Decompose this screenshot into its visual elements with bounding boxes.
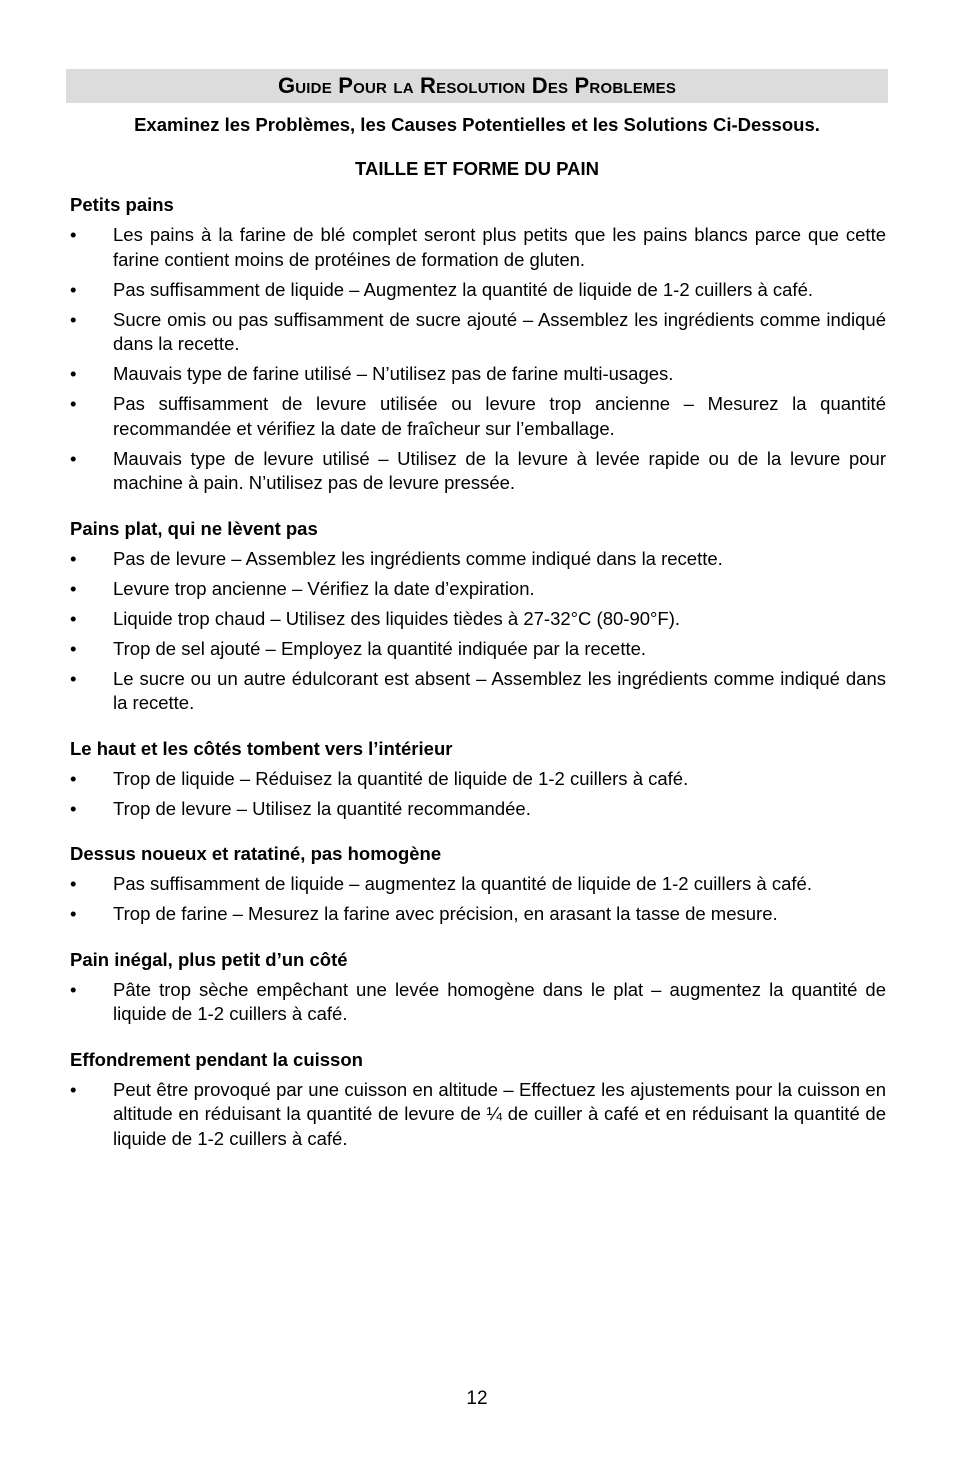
page-title: Guide Pour la Resolution Des Problemes (66, 69, 888, 103)
solution-list (70, 223, 886, 496)
problem-heading: Pains plat, qui ne lèvent pas (70, 517, 318, 539)
bullet-icon: • (70, 577, 77, 599)
bullet-icon: • (70, 607, 77, 629)
bullet-icon: • (70, 903, 77, 924)
problem-group (70, 737, 886, 822)
list-item (70, 1078, 886, 1152)
item-text: Sucre omis ou pas suffisamment de sucre ajouté – Assemblez les ingrédients comme indiqué dans la recette. (113, 308, 886, 354)
list-item (70, 308, 886, 357)
item-text: Pas suffisamment de liquide – Augmentez la quantité de liquide de 1-2 cuillers à café. (113, 278, 814, 300)
bullet-icon: • (70, 278, 77, 300)
solution-list (70, 978, 886, 1027)
list-item (70, 872, 886, 897)
problem-group (70, 1048, 886, 1152)
problem-group (70, 517, 886, 716)
item-text: Mauvais type de levure utilisé – Utilisez de la levure à levée rapide ou de la levure pour machine à pain. N’utilisez pas de levure pressée. (113, 447, 886, 493)
bullet-icon: • (70, 797, 77, 819)
item-text: Trop de liquide – Réduisez la quantité de liquide de 1-2 cuillers à café. (113, 767, 689, 789)
item-text: Trop de levure – Utilisez la quantité recommandée. (113, 797, 531, 819)
list-item (70, 278, 886, 303)
problem-group (70, 193, 886, 496)
list-item (70, 362, 886, 387)
list-item (70, 447, 886, 496)
item-text: Trop de sel ajouté – Employez la quantité indiquée par la recette. (113, 637, 647, 659)
section-title: TAILLE ET FORME DU PAIN (355, 158, 599, 179)
page-subtitle: Examinez les Problèmes, les Causes Potentielles et les Solutions Ci-Dessous. (134, 114, 820, 135)
item-text: Pas de levure – Assemblez les ingrédients comme indiqué dans la recette. (113, 547, 723, 569)
bullet-icon: • (70, 363, 77, 384)
bullet-icon: • (70, 308, 77, 330)
list-item (70, 577, 886, 602)
list-item (70, 902, 886, 927)
problem-heading: Petits pains (70, 194, 174, 215)
list-item (70, 767, 886, 792)
list-item (70, 978, 886, 1027)
list-item (70, 547, 886, 572)
solution-list (70, 872, 886, 927)
bullet-icon: • (70, 547, 77, 569)
list-item (70, 797, 886, 822)
bullet-icon: • (70, 873, 77, 894)
solution-list (70, 767, 886, 822)
list-item (70, 392, 886, 441)
item-text: Pas suffisamment de liquide – augmentez la quantité de liquide de 1-2 cuillers à café. (113, 873, 812, 894)
problem-group (70, 948, 886, 1027)
bullet-icon: • (70, 1078, 77, 1100)
bullet-icon: • (70, 447, 77, 469)
solution-list (70, 547, 886, 716)
item-text: Le sucre ou un autre édulcorant est absent – Assemblez les ingrédients comme indiqué dans la recette. (113, 667, 886, 713)
item-text: Liquide trop chaud – Utilisez des liquides tièdes à 27-32°C (80-90°F). (113, 607, 681, 629)
troubleshooting-content (70, 193, 886, 1172)
item-text: Pâte trop sèche empêchant une levée homogène dans le plat – augmentez la quantité de liquide de 1-2 cuillers à café. (113, 978, 886, 1024)
item-text: Mauvais type de farine utilisé – N’utilisez pas de farine multi-usages. (113, 363, 674, 384)
bullet-icon: • (70, 667, 77, 689)
list-item (70, 667, 886, 716)
problem-heading: Pain inégal, plus petit d’un côté (70, 948, 348, 970)
problem-heading: Dessus noueux et ratatiné, pas homogène (70, 843, 442, 864)
list-item (70, 637, 886, 662)
bullet-icon: • (70, 767, 77, 789)
bullet-icon: • (70, 637, 77, 659)
bullet-icon: • (70, 224, 77, 245)
page-number: 12 (466, 1388, 488, 1409)
list-item (70, 607, 886, 632)
problem-heading: Effondrement pendant la cuisson (70, 1048, 363, 1070)
bullet-icon: • (70, 393, 77, 414)
solution-list (70, 1078, 886, 1152)
item-text: Levure trop ancienne – Vérifiez la date d’expiration. (113, 577, 535, 599)
problem-group (70, 842, 886, 927)
bullet-icon: • (70, 978, 77, 1000)
list-item (70, 223, 886, 272)
item-text: Peut être provoqué par une cuisson en altitude – Effectuez les ajustements pour la cuisson en altitude en réduisant la quantité de levure de ¼ de cuiller à café et en réduisant la quantité de liquide de 1-2 cuillers à café. (113, 1078, 886, 1149)
item-text: Trop de farine – Mesurez la farine avec précision, en arasant la tasse de mesure. (113, 903, 778, 924)
item-text: Pas suffisamment de levure utilisée ou levure trop ancienne – Mesurez la quantité recommandée et vérifiez la date de fraîcheur sur l’emballage. (113, 393, 886, 439)
item-text: Les pains à la farine de blé complet seront plus petits que les pains blancs parce que cette farine contient moins de protéines de formation de gluten. (113, 224, 886, 270)
problem-heading: Le haut et les côtés tombent vers l’intérieur (70, 737, 453, 759)
